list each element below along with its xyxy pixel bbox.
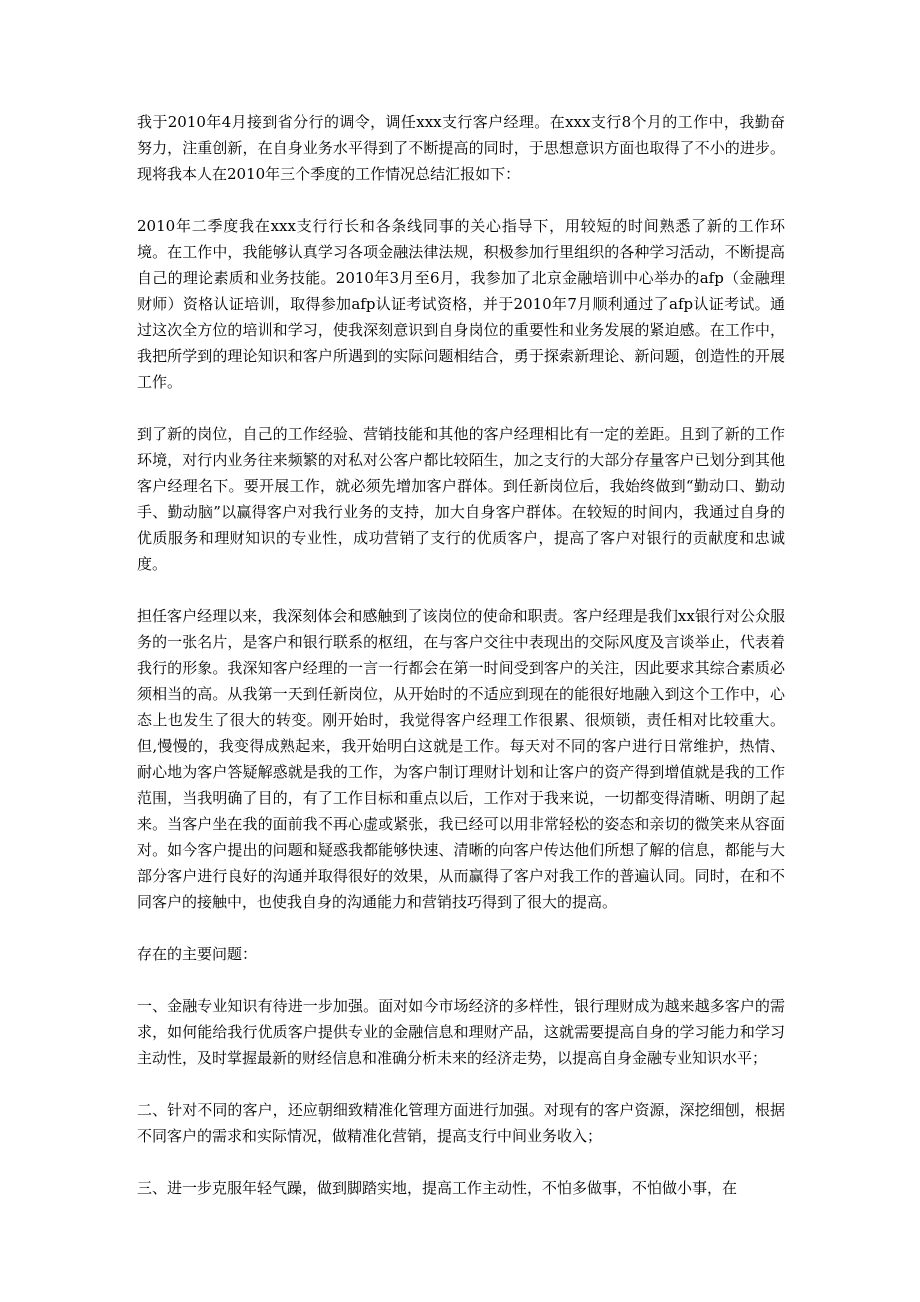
- paragraph-problem-1: 一、金融专业知识有待进一步加强。面对如今市场经济的多样性，银行理财成为越来越多客户的需求，如何能给我行优质客户提供专业的金融信息和理财产品，这就需要提高自身的学习能力和学习主动性，及时掌握最新的财经信息和准确分析未来的经济走势，以提高自身金融专业知识水平；: [137, 997, 785, 1067]
- paragraph-problem-3: 三、进一步克服年轻气躁，做到脚踏实地，提高工作主动性，不怕多做事，不怕做小事，在: [137, 1179, 738, 1197]
- paragraph-client-manager-role: 担任客户经理以来，我深刻体会和感触到了该岗位的使命和职责。客户经理是我们xx银行对公众服务的一张名片，是客户和银行联系的枢纽，在与客户交往中表现出的交际风度及言谈举止，代表着我行的形象。我深知客户经理的一言一行都会在第一时间受到客户的关注，因此要求其综合素质必须相当的高。从我第一天到任新岗位，从开始时的不适应到现在的能很好地融入到这个工作中，心态上也发生了很大的转变。刚开始时，我觉得客户经理工作很累、很烦锁，责任相对比较重大。但,慢慢的，我变得成熟起来，我开始明白这就是工作。每天对不同的客户进行日常维护，热情、耐心地为客户答疑解惑就是我的工作，为客户制订理财计划和让客户的资产得到增值就是我的工作范围，当我明确了目的，有了工作目标和重点以后，工作对于我来说，一切都变得清晰、明朗了起来。当客户坐在我的面前我不再心虚或紧张，我已经可以用非常轻松的姿态和亲切的微笑来从容面对。如今客户提出的问题和疑惑我都能够快速、清晰的向客户传达他们所想了解的信息，都能与大部分客户进行良好的沟通并取得很好的效果，从而赢得了客户对我工作的普遍认同。同时，在和不同客户的接触中，也使我自身的沟通能力和营销技巧得到了很大的提高。: [137, 607, 785, 911]
- section-heading-problems: 存在的主要问题：: [137, 945, 258, 963]
- paragraph-intro: 我于2010年4月接到省分行的调令，调任xxx支行客户经理。在xxx支行8个月的工作中，我勤奋努力，注重创新，在自身业务水平得到了不断提高的同时，于思想意识方面也取得了不小的进步。现将我本人在2010年三个季度的工作情况总结汇报如下：: [137, 113, 785, 183]
- paragraph-problem-2: 二、针对不同的客户，还应朝细致精准化管理方面进行加强。对现有的客户资源，深挖细刨，根据不同客户的需求和实际情况，做精准化营销，提高支行中间业务收入；: [137, 1101, 785, 1145]
- document-body: [137, 109, 785, 1201]
- paragraph-q2-training: 2010年二季度我在xxx支行行长和各条线同事的关心指导下，用较短的时间熟悉了新的工作环境。在工作中，我能够认真学习各项金融法律法规，积极参加行里组织的各种学习活动，不断提高自己的理论素质和业务技能。2010年3月至6月，我参加了北京金融培训中心举办的afp（金融理财师）资格认证培训，取得参加afp认证考试资格，并于2010年7月顺利通过了afp认证考试。通过这次全方位的培训和学习，使我深刻意识到自身岗位的重要性和业务发展的紧迫感。在工作中，我把所学到的理论知识和客户所遇到的实际问题相结合，勇于探索新理论、新问题，创造性的开展工作。: [137, 217, 785, 391]
- paragraph-new-post: 到了新的岗位，自己的工作经验、营销技能和其他的客户经理相比有一定的差距。且到了新的工作环境，对行内业务往来频繁的对私对公客户都比较陌生，加之支行的大部分存量客户已划分到其他客户经理名下。要开展工作，就必须先增加客户群体。到任新岗位后，我始终做到“勤动口、勤动手、勤动脑”以赢得客户对我行业务的支持，加大自身客户群体。在较短的时间内，我通过自身的优质服务和理财知识的专业性，成功营销了支行的优质客户，提高了客户对银行的贡献度和忠诚度。: [137, 425, 785, 573]
